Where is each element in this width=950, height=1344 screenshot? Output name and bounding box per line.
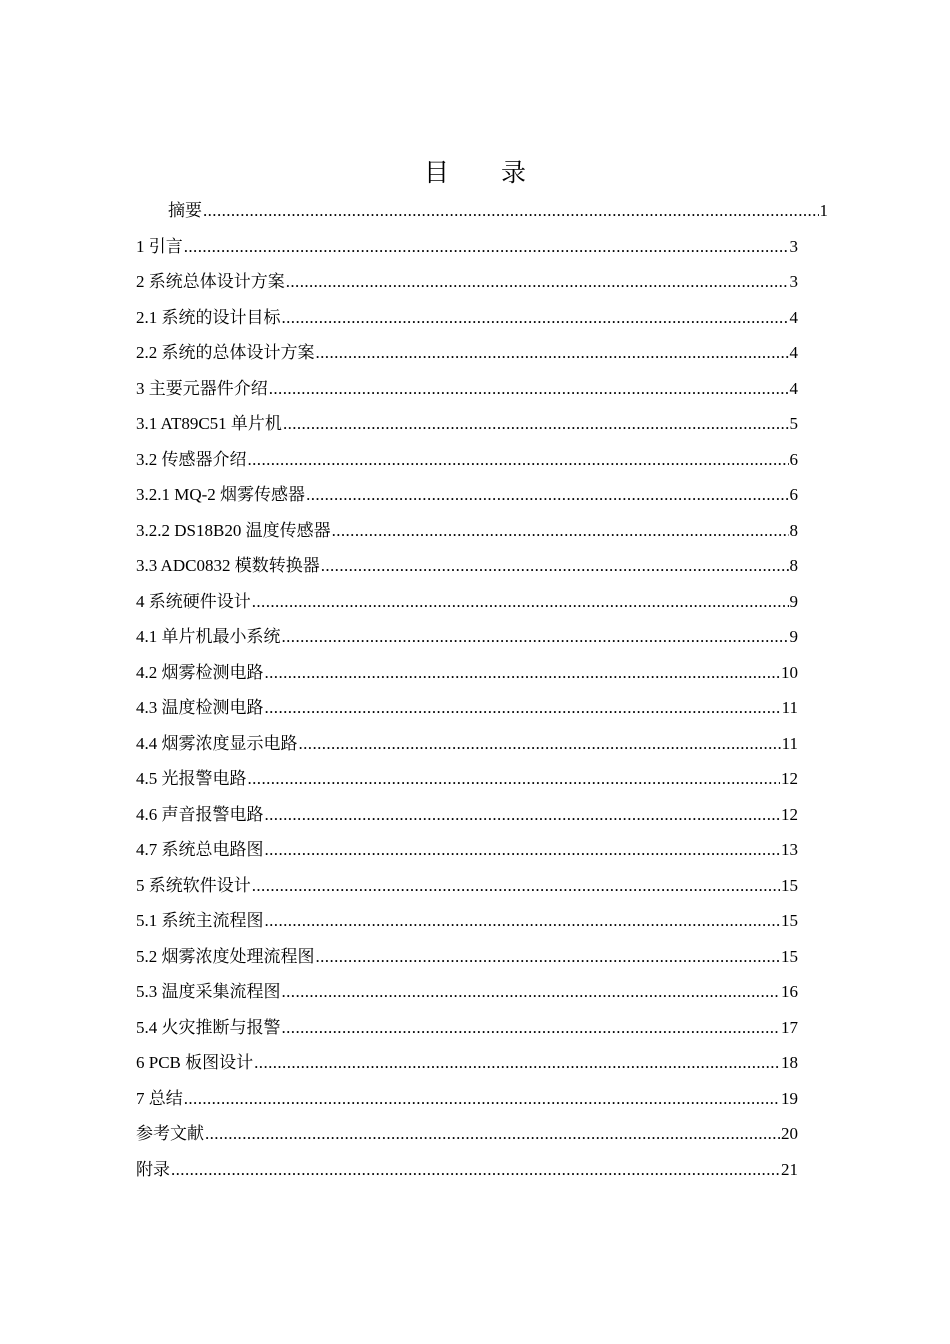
toc-entry[interactable] bbox=[136, 300, 798, 336]
toc-entry-page-number: 8 bbox=[789, 556, 798, 575]
toc-entry[interactable] bbox=[136, 264, 798, 300]
toc-entry[interactable] bbox=[136, 477, 798, 513]
toc-entry-page-number: 6 bbox=[789, 449, 798, 469]
toc-entry-page-number: 15 bbox=[781, 946, 798, 966]
toc-entry[interactable] bbox=[136, 619, 798, 655]
toc-entry-label: 参考文献 bbox=[136, 1124, 204, 1143]
toc-entry-label: 4.4 烟雾浓度显示电路 bbox=[136, 733, 298, 753]
toc-entry-label: 5.4 火灾推断与报警 bbox=[136, 1017, 281, 1037]
toc-entry[interactable] bbox=[136, 797, 798, 833]
toc-entry-label: 3.2 传感器介绍 bbox=[136, 449, 247, 469]
toc-entry-label: 4.5 光报警电路 bbox=[136, 769, 247, 788]
toc-entry-label: 2.1 系统的设计目标 bbox=[136, 307, 281, 327]
toc-entry[interactable] bbox=[136, 868, 798, 904]
toc-entry[interactable] bbox=[136, 548, 798, 584]
toc-entry-label: 5 系统软件设计 bbox=[136, 875, 251, 895]
toc-entry[interactable] bbox=[136, 1081, 798, 1117]
toc-dot-leader bbox=[282, 300, 789, 336]
toc-entry-label: 2 系统总体设计方案 bbox=[136, 272, 285, 291]
toc-dot-leader bbox=[283, 406, 789, 442]
toc-entry-page-number: 15 bbox=[781, 911, 798, 930]
toc-entry-label: 6 PCB 板图设计 bbox=[136, 1053, 254, 1072]
toc-dot-leader bbox=[286, 264, 789, 300]
toc-entry[interactable] bbox=[136, 513, 798, 549]
toc-dot-leader bbox=[248, 761, 781, 797]
toc-dot-leader bbox=[282, 1010, 781, 1046]
toc-entry[interactable] bbox=[136, 584, 798, 620]
toc-dot-leader bbox=[203, 193, 819, 229]
toc-entry-page-number: 8 bbox=[789, 520, 798, 540]
toc-dot-leader bbox=[184, 229, 789, 265]
toc-entry-label: 3.1 AT89C51 单片机 bbox=[136, 414, 282, 433]
toc-entry-label: 4.1 单片机最小系统 bbox=[136, 627, 281, 646]
toc-dot-leader bbox=[306, 477, 788, 513]
toc-entry-page-number: 12 bbox=[781, 804, 798, 824]
toc-dot-leader bbox=[252, 868, 780, 904]
toc-entry-label: 摘要 bbox=[168, 201, 202, 220]
toc-entry-page-number: 9 bbox=[789, 627, 798, 646]
toc-entry-page-number: 20 bbox=[781, 1124, 798, 1143]
toc-dot-leader bbox=[265, 903, 781, 939]
toc-dot-leader bbox=[316, 335, 789, 371]
toc-entry[interactable] bbox=[136, 726, 798, 762]
toc-entry-page-number: 4 bbox=[789, 343, 798, 362]
toc-entry[interactable] bbox=[136, 1010, 798, 1046]
toc-entry-label: 3 主要元器件介绍 bbox=[136, 378, 268, 398]
toc-dot-leader bbox=[269, 371, 789, 407]
toc-entry-page-number: 11 bbox=[781, 698, 798, 717]
toc-entry[interactable] bbox=[136, 903, 798, 939]
toc-entry-label: 3.3 ADC0832 模数转换器 bbox=[136, 556, 320, 575]
toc-dot-leader bbox=[265, 655, 781, 691]
toc-entry-page-number: 16 bbox=[781, 982, 798, 1001]
toc-entry-page-number: 18 bbox=[781, 1053, 798, 1072]
toc-entry-label: 4.3 温度检测电路 bbox=[136, 698, 264, 717]
toc-entry-label: 4.2 烟雾检测电路 bbox=[136, 662, 264, 682]
toc-dot-leader bbox=[282, 619, 789, 655]
toc-dot-leader bbox=[316, 939, 781, 975]
toc-dot-leader bbox=[265, 690, 781, 726]
toc-entry[interactable] bbox=[136, 1116, 798, 1152]
toc-entry-page-number: 21 bbox=[781, 1159, 798, 1179]
toc-entry-label: 4 系统硬件设计 bbox=[136, 591, 251, 611]
toc-entry-label: 4.6 声音报警电路 bbox=[136, 804, 264, 824]
toc-entry[interactable] bbox=[136, 655, 798, 691]
toc-entry-label: 3.2.2 DS18B20 温度传感器 bbox=[136, 520, 331, 540]
toc-dot-leader bbox=[321, 548, 789, 584]
toc-dot-leader bbox=[171, 1152, 780, 1188]
toc-entry-page-number: 19 bbox=[781, 1088, 798, 1108]
toc-entry-label: 7 总结 bbox=[136, 1088, 183, 1108]
toc-dot-leader bbox=[332, 513, 789, 549]
toc-entry-page-number: 1 bbox=[819, 201, 828, 220]
toc-entry-page-number: 12 bbox=[781, 769, 798, 788]
toc-dot-leader bbox=[205, 1116, 780, 1152]
toc-entry[interactable] bbox=[136, 442, 798, 478]
toc-entry[interactable] bbox=[136, 974, 798, 1010]
toc-entry-label: 5.1 系统主流程图 bbox=[136, 911, 264, 930]
toc-entry-page-number: 17 bbox=[781, 1017, 798, 1037]
toc-entry-abstract[interactable] bbox=[168, 193, 828, 229]
toc-dot-leader bbox=[265, 832, 781, 868]
toc-entry[interactable] bbox=[136, 1152, 798, 1188]
toc-dot-leader bbox=[252, 584, 789, 620]
toc-entry-label: 2.2 系统的总体设计方案 bbox=[136, 343, 315, 362]
toc-entry-page-number: 3 bbox=[789, 236, 798, 256]
toc-entry[interactable] bbox=[136, 229, 798, 265]
toc-dot-leader bbox=[299, 726, 781, 762]
toc-entry-label: 1 引言 bbox=[136, 236, 183, 256]
toc-title: 目 录 bbox=[424, 158, 548, 187]
toc-entry-page-number: 4 bbox=[789, 378, 798, 398]
toc-entry-page-number: 10 bbox=[781, 662, 798, 682]
toc-entry-label: 5.3 温度采集流程图 bbox=[136, 982, 281, 1001]
toc-entry-page-number: 6 bbox=[789, 485, 798, 504]
toc-entry[interactable] bbox=[136, 1045, 798, 1081]
toc-entry-label: 3.2.1 MQ-2 烟雾传感器 bbox=[136, 485, 306, 504]
toc-list bbox=[136, 193, 828, 1187]
toc-entry[interactable] bbox=[136, 832, 798, 868]
toc-entry[interactable] bbox=[136, 371, 798, 407]
toc-entry-page-number: 3 bbox=[789, 272, 798, 291]
toc-entry-page-number: 4 bbox=[789, 307, 798, 327]
toc-entry-page-number: 15 bbox=[781, 875, 798, 895]
toc-entry-page-number: 5 bbox=[789, 414, 798, 433]
toc-entry[interactable] bbox=[136, 761, 798, 797]
toc-entry-page-number: 11 bbox=[781, 733, 798, 753]
toc-entry[interactable] bbox=[136, 335, 798, 371]
toc-dot-leader bbox=[248, 442, 789, 478]
toc-entry[interactable] bbox=[136, 939, 798, 975]
toc-dot-leader bbox=[282, 974, 781, 1010]
toc-entry[interactable] bbox=[136, 406, 798, 442]
toc-entry[interactable] bbox=[136, 690, 798, 726]
toc-entry-page-number: 9 bbox=[789, 591, 798, 611]
toc-entry-label: 附录 bbox=[136, 1159, 170, 1179]
toc-dot-leader bbox=[265, 797, 781, 833]
toc-entry-label: 4.7 系统总电路图 bbox=[136, 840, 264, 859]
toc-dot-leader bbox=[254, 1045, 780, 1081]
toc-entry-page-number: 13 bbox=[781, 840, 798, 859]
toc-entry-label: 5.2 烟雾浓度处理流程图 bbox=[136, 946, 315, 966]
toc-dot-leader bbox=[184, 1081, 780, 1117]
